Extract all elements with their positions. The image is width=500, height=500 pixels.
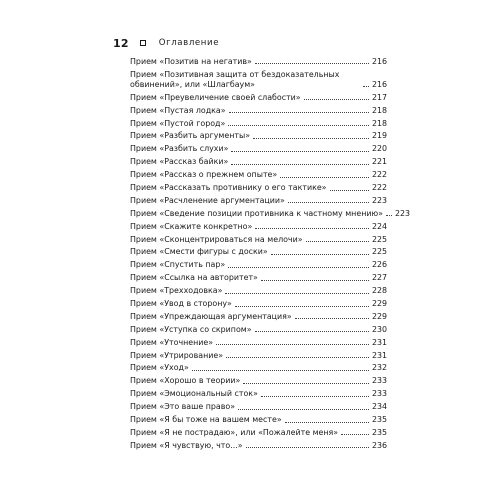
toc-entry xyxy=(130,103,387,116)
toc-entry-title: Прием «Я бы тоже на вашем месте» xyxy=(130,415,282,425)
toc-entry-title: Прием «Уступка со скрипом» xyxy=(130,324,252,334)
toc-entry-title: Прием «Это ваше право» xyxy=(130,402,236,412)
toc-entry xyxy=(130,232,387,245)
toc-entry-page: 230 xyxy=(371,324,387,334)
toc-leader-dots xyxy=(285,422,369,423)
toc-leader-dots xyxy=(192,370,369,371)
toc-entry-title: Прием «Увод в сторону» xyxy=(130,299,232,309)
toc-entry xyxy=(130,193,387,206)
toc-leader-dots xyxy=(261,396,369,397)
toc-entry-page: 236 xyxy=(371,440,387,450)
toc-entry xyxy=(130,373,387,386)
toc-entry-page: 229 xyxy=(371,311,387,321)
toc-entry xyxy=(130,322,387,335)
toc-entry xyxy=(130,283,387,296)
toc-leader-dots xyxy=(229,112,369,113)
toc-entry-title: Прием «Преувеличение своей слабости» xyxy=(130,92,301,102)
toc-entry-title: Прием «Спустить пар» xyxy=(130,260,226,270)
toc-leader-dots xyxy=(255,331,369,332)
toc-leader-dots xyxy=(341,434,369,435)
toc-entry-title: Прием «Я не пострадаю», или «Пожалейте меня» xyxy=(130,427,339,437)
toc-leader-dots xyxy=(363,86,369,87)
toc-entry-page: 222 xyxy=(371,170,387,180)
toc-entry-title: Прием «Сведение позиции противника к частному мнению» xyxy=(130,208,383,218)
toc-leader-dots xyxy=(253,138,369,139)
toc-entry-page: 218 xyxy=(371,105,387,115)
toc-entry-page: 227 xyxy=(371,273,387,283)
toc-entry-title: Прием «Разбить слухи» xyxy=(130,144,229,154)
toc-entry-title: Прием «Рассказ о прежнем опыте» xyxy=(130,170,278,180)
toc-entry-title: Прием «Рассказ байки» xyxy=(130,157,229,167)
toc-leader-dots xyxy=(288,202,369,203)
toc-entry-page: 224 xyxy=(371,221,387,231)
toc-entry-page: 221 xyxy=(371,157,387,167)
toc-leader-dots xyxy=(255,63,369,64)
toc-leader-dots xyxy=(216,344,369,345)
toc-entry xyxy=(130,438,387,451)
toc-entry xyxy=(130,309,387,322)
toc-entry xyxy=(130,270,387,283)
toc-entry-title: Прием «Утрирование» xyxy=(130,350,224,360)
toc-leader-dots xyxy=(243,383,369,384)
toc-entry-title: Прием «Эмоциональный сток» xyxy=(130,389,258,399)
toc-entry xyxy=(130,90,387,103)
toc-entry xyxy=(130,412,387,425)
toc-entry-title: Прием «Смести фигуры с доски» xyxy=(130,247,268,257)
toc-entry xyxy=(130,386,387,399)
toc-entry xyxy=(130,348,387,361)
toc-entry-title: Прием «Хорошо в теории» xyxy=(130,376,241,386)
toc-leader-dots xyxy=(306,241,369,242)
toc-leader-dots xyxy=(231,164,369,165)
toc-entry xyxy=(130,361,387,374)
toc-entry-title: Прием «Скажите конкретно» xyxy=(130,221,253,231)
toc-entry-page: 216 xyxy=(371,56,387,66)
toc-leader-dots xyxy=(228,267,369,268)
toc-entry-page: 232 xyxy=(371,363,387,373)
toc-leader-dots xyxy=(246,447,369,448)
toc-entry-page: 219 xyxy=(371,131,387,141)
page-header xyxy=(113,36,219,50)
toc-leader-dots xyxy=(304,99,369,100)
toc-entry-page: 233 xyxy=(371,389,387,399)
toc-entry-page: 222 xyxy=(371,183,387,193)
toc-entry xyxy=(130,180,387,193)
toc-entry-page: 235 xyxy=(371,427,387,437)
toc-leader-dots xyxy=(271,254,369,255)
toc-entry-title: Прием «Я чувствую, что...» xyxy=(130,440,243,450)
toc-entry xyxy=(130,167,387,180)
toc-entry xyxy=(130,399,387,412)
toc-entry xyxy=(130,257,387,270)
toc-entry xyxy=(130,129,387,142)
toc-entry-title: Прием «Рассказать противнику о его тактике» xyxy=(130,183,327,193)
toc-leader-dots xyxy=(330,190,369,191)
toc-entry-title: Прием «Уход» xyxy=(130,363,189,373)
toc-entry-title: Прием «Упреждающая аргументация» xyxy=(130,311,292,321)
toc-leader-dots xyxy=(295,318,369,319)
toc-entry-page: 234 xyxy=(371,402,387,412)
toc-entry-page: 225 xyxy=(371,247,387,257)
toc-leader-dots xyxy=(231,151,369,152)
page-number: 12 xyxy=(113,36,129,50)
toc-leader-dots xyxy=(235,306,369,307)
toc-entry-title: Прием «Пустой город» xyxy=(130,118,226,128)
toc-leader-dots xyxy=(225,293,369,294)
toc-leader-dots xyxy=(386,215,392,216)
section-title: Оглавление xyxy=(158,38,220,48)
square-icon xyxy=(140,40,146,46)
toc-leader-dots xyxy=(228,125,369,126)
toc-entry-title: Прием «Трехходовка» xyxy=(130,286,223,296)
toc-entry-title: Прием «Уточнение» xyxy=(130,337,214,347)
toc-entry-title: Прием «Сконцентрироваться на мелочи» xyxy=(130,234,303,244)
toc-entry xyxy=(130,141,387,154)
toc-leader-dots xyxy=(255,228,369,229)
toc-leader-dots xyxy=(261,280,369,281)
toc-entry xyxy=(130,425,387,438)
toc-entry xyxy=(130,219,387,232)
toc-entry-page: 231 xyxy=(371,337,387,347)
toc-entry-page: 218 xyxy=(371,118,387,128)
toc-entry-page: 220 xyxy=(371,144,387,154)
toc-entry xyxy=(130,335,387,348)
toc-entry-page: 226 xyxy=(371,260,387,270)
toc-entry-page: 217 xyxy=(371,92,387,102)
toc-entry-page: 231 xyxy=(371,350,387,360)
toc-entry-title: Прием «Ссылка на авторитет» xyxy=(130,273,258,283)
toc-entry-page: 229 xyxy=(371,299,387,309)
toc-entry xyxy=(130,154,387,167)
table-of-contents xyxy=(130,54,411,451)
toc-entry-page: 225 xyxy=(371,234,387,244)
toc-entry-page: 235 xyxy=(371,415,387,425)
toc-entry xyxy=(130,206,411,219)
toc-leader-dots xyxy=(280,177,369,178)
toc-entry-page: 216 xyxy=(371,79,387,89)
toc-entry xyxy=(130,67,387,90)
toc-entry-page: 228 xyxy=(371,286,387,296)
toc-entry-title: Прием «Пустая лодка» xyxy=(130,105,226,115)
toc-entry-title: Прием «Позитивная защита от бездоказательных обвинений», или «Шлагбаум» xyxy=(130,69,340,89)
toc-entry xyxy=(130,116,387,129)
toc-entry xyxy=(130,245,387,258)
toc-entry xyxy=(130,296,387,309)
toc-entry-page: 223 xyxy=(394,208,411,218)
toc-entry-title: Прием «Разбить аргументы» xyxy=(130,131,251,141)
toc-entry-page: 223 xyxy=(371,195,387,205)
toc-entry-title: Прием «Позитив на негатив» xyxy=(130,56,252,66)
toc-entry xyxy=(130,54,387,67)
toc-leader-dots xyxy=(238,409,369,410)
toc-entry-title: Прием «Расчленение аргументации» xyxy=(130,195,285,205)
toc-leader-dots xyxy=(226,357,369,358)
toc-entry-page: 233 xyxy=(371,376,387,386)
